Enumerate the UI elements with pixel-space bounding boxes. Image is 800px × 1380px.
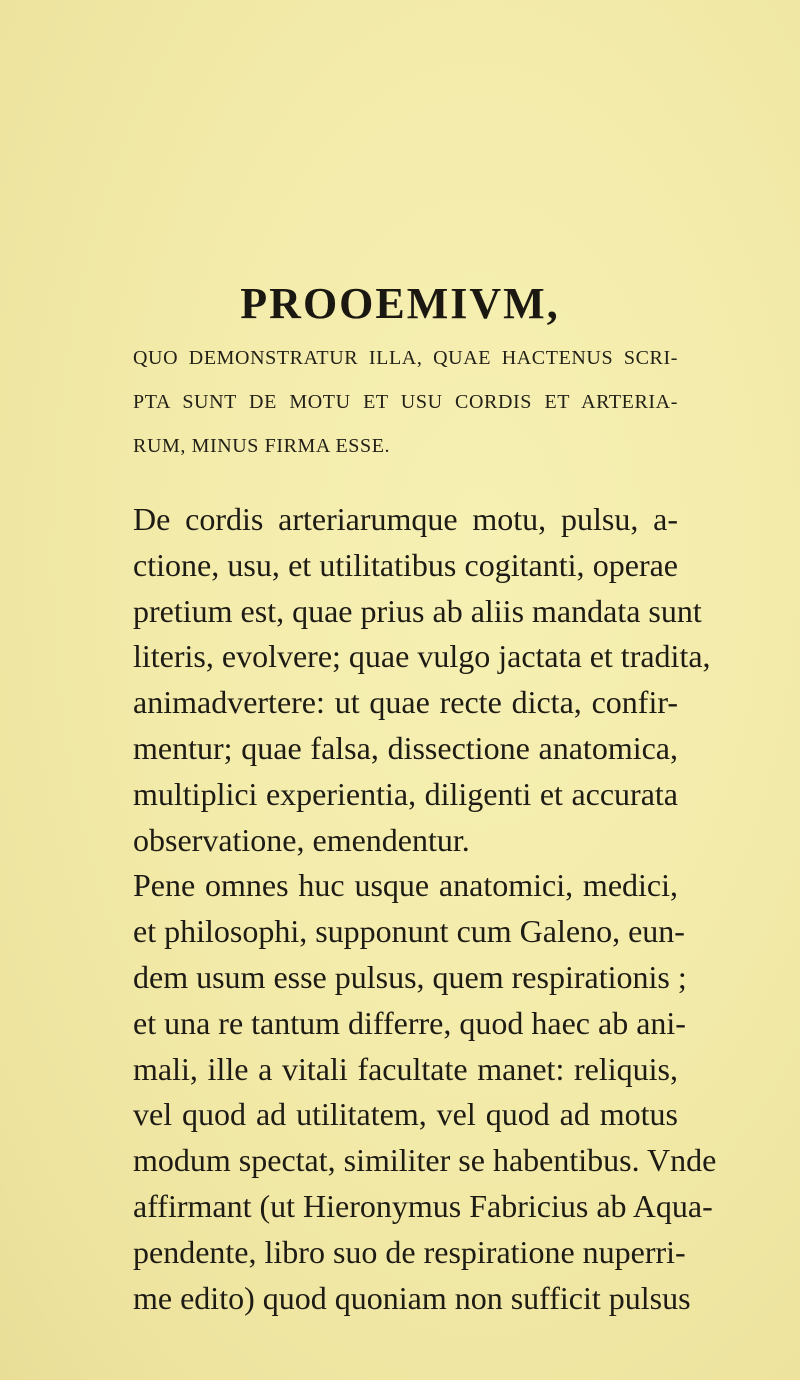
chapter-subtitle bbox=[133, 336, 678, 468]
chapter-title: PROOEMIVM, bbox=[240, 279, 560, 328]
subtitle-line: RUM, MINUS FIRMA ESSE. bbox=[133, 435, 391, 457]
text-line: literis, evolvere; quae vulgo jactata et tradita, bbox=[133, 638, 711, 675]
text-line: Pene omnes huc usque anatomici, medici, bbox=[133, 867, 678, 904]
subtitle-line: PTA SUNT DE MOTU ET USU CORDIS ET ARTERIA- bbox=[133, 391, 678, 413]
text-line: mali, ille a vitali facultate manet: reliquis, bbox=[133, 1050, 678, 1087]
text-line: multiplici experientia, diligenti et accurata bbox=[133, 775, 678, 812]
subtitle-line: QUO DEMONSTRATUR ILLA, QUAE HACTENUS SCRI- bbox=[133, 347, 678, 369]
body-text bbox=[133, 497, 717, 1321]
text-line: et una re tantum differre, quod haec ab ani- bbox=[133, 1004, 686, 1041]
text-line: De cordis arteriarumque motu, pulsu, a- bbox=[133, 501, 678, 537]
text-line: ctione, usu, et utilitatibus cogitanti, operae bbox=[133, 546, 678, 583]
paragraph-2 bbox=[133, 863, 717, 1321]
text-line: observatione, emendentur. bbox=[133, 821, 470, 858]
text-line: pendente, libro suo de respiratione nuperri- bbox=[133, 1233, 686, 1270]
text-line: affirmant (ut Hieronymus Fabricius ab Aqua- bbox=[133, 1187, 713, 1224]
text-line: vel quod ad utilitatem, vel quod ad motus bbox=[133, 1096, 678, 1133]
text-line: pretium est, quae prius ab aliis mandata sunt bbox=[133, 592, 702, 629]
text-line: modum spectat, similiter se habentibus. Vnde bbox=[133, 1142, 717, 1179]
paragraph-1 bbox=[133, 497, 711, 863]
text-line: animadvertere: ut quae recte dicta, confir- bbox=[133, 684, 678, 721]
text-line: dem usum esse pulsus, quem respirationis ; bbox=[133, 958, 687, 995]
text-line: mentur; quae falsa, dissectione anatomica, bbox=[133, 729, 678, 766]
text-line: et philosophi, supponunt cum Galeno, eun- bbox=[133, 913, 685, 950]
text-line: me edito) quod quoniam non sufficit pulsus bbox=[133, 1279, 691, 1316]
